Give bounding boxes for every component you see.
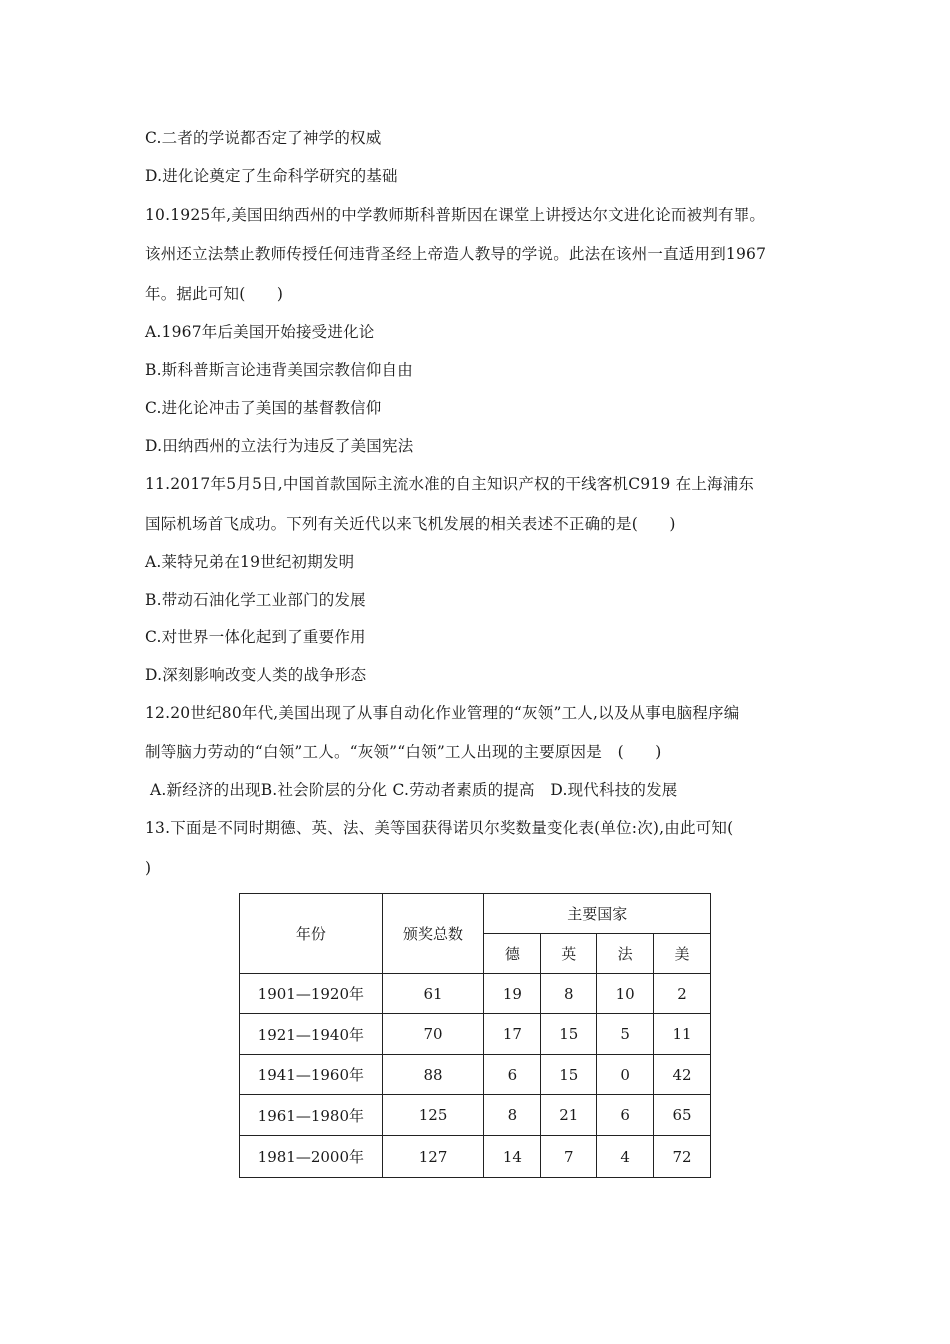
cell-period: 1941—1960年 bbox=[240, 1055, 383, 1095]
cell-value: 17 bbox=[484, 1014, 541, 1055]
question-13-stem-line-2: ) bbox=[145, 859, 152, 877]
table-row bbox=[240, 1055, 711, 1095]
cell-value: 2 bbox=[654, 974, 711, 1014]
cell-value: 7 bbox=[541, 1136, 597, 1178]
table-row bbox=[240, 1095, 711, 1136]
cell-value: 15 bbox=[541, 1055, 597, 1095]
cell-value: 72 bbox=[654, 1136, 711, 1178]
option-c-q11: C.对世界一体化起到了重要作用 bbox=[145, 628, 366, 646]
option-d-q10: D.田纳西州的立法行为违反了美国宪法 bbox=[145, 437, 414, 455]
cell-value: 21 bbox=[541, 1095, 597, 1136]
cell-value: 5 bbox=[597, 1014, 654, 1055]
cell-value: 65 bbox=[654, 1095, 711, 1136]
cell-value: 0 bbox=[597, 1055, 654, 1095]
header-total: 颁奖总数 bbox=[382, 894, 484, 974]
cell-total: 125 bbox=[382, 1095, 484, 1136]
option-d-q9: D.进化论奠定了生命科学研究的基础 bbox=[145, 167, 398, 185]
question-10-stem-line-2: 该州还立法禁止教师传授任何违背圣经上帝造人教导的学说。此法在该州一直适用到1967 bbox=[145, 245, 767, 263]
option-c-q9: C.二者的学说都否定了神学的权威 bbox=[145, 129, 382, 147]
table-row bbox=[240, 1136, 711, 1178]
header-country: 美 bbox=[654, 934, 711, 974]
table-row bbox=[240, 974, 711, 1014]
cell-value: 8 bbox=[484, 1095, 541, 1136]
cell-period: 1981—2000年 bbox=[240, 1136, 383, 1178]
header-country: 德 bbox=[484, 934, 541, 974]
cell-value: 6 bbox=[597, 1095, 654, 1136]
cell-value: 15 bbox=[541, 1014, 597, 1055]
cell-value: 42 bbox=[654, 1055, 711, 1095]
cell-value: 8 bbox=[541, 974, 597, 1014]
question-10-stem-line-3: 年。据此可知( ) bbox=[145, 285, 284, 303]
option-c-q10: C.进化论冲击了美国的基督教信仰 bbox=[145, 399, 382, 417]
question-12-options: A.新经济的出现B.社会阶层的分化 C.劳动者素质的提高 D.现代科技的发展 bbox=[150, 781, 678, 799]
option-b-q10: B.斯科普斯言论违背美国宗教信仰自由 bbox=[145, 361, 413, 379]
nobel-prize-table bbox=[239, 893, 711, 1178]
question-11-stem-line-1: 11.2017年5月5日,中国首款国际主流水准的自主知识产权的干线客机C919 在上海浦东 bbox=[145, 475, 755, 493]
question-12-stem-line-1: 12.20世纪80年代,美国出现了从事自动化作业管理的“灰领”工人,以及从事电脑程序编 bbox=[145, 704, 740, 722]
option-d-q11: D.深刻影响改变人类的战争形态 bbox=[145, 666, 367, 684]
cell-total: 127 bbox=[382, 1136, 484, 1178]
question-13-stem-line-1: 13.下面是不同时期德、英、法、美等国获得诺贝尔奖数量变化表(单位:次),由此可知( bbox=[145, 819, 734, 837]
cell-period: 1901—1920年 bbox=[240, 974, 383, 1014]
cell-value: 11 bbox=[654, 1014, 711, 1055]
question-10-stem-line-1: 10.1925年,美国田纳西州的中学教师斯科普斯因在课堂上讲授达尔文进化论而被判有罪。 bbox=[145, 206, 766, 224]
header-country: 法 bbox=[597, 934, 654, 974]
cell-period: 1961—1980年 bbox=[240, 1095, 383, 1136]
question-11-stem-line-2: 国际机场首飞成功。下列有关近代以来飞机发展的相关表述不正确的是( ) bbox=[145, 515, 676, 533]
cell-value: 4 bbox=[597, 1136, 654, 1178]
table-row bbox=[240, 1014, 711, 1055]
option-a-q10: A.1967年后美国开始接受进化论 bbox=[145, 323, 375, 341]
header-main-countries: 主要国家 bbox=[484, 894, 711, 934]
cell-total: 88 bbox=[382, 1055, 484, 1095]
option-a-q11: A.莱特兄弟在19世纪初期发明 bbox=[145, 553, 355, 571]
option-b-q11: B.带动石油化学工业部门的发展 bbox=[145, 591, 366, 609]
header-country: 英 bbox=[541, 934, 597, 974]
cell-total: 70 bbox=[382, 1014, 484, 1055]
cell-value: 19 bbox=[484, 974, 541, 1014]
cell-value: 6 bbox=[484, 1055, 541, 1095]
cell-value: 10 bbox=[597, 974, 654, 1014]
cell-period: 1921—1940年 bbox=[240, 1014, 383, 1055]
cell-total: 61 bbox=[382, 974, 484, 1014]
header-year: 年份 bbox=[240, 894, 383, 974]
cell-value: 14 bbox=[484, 1136, 541, 1178]
question-12-stem-line-2: 制等脑力劳动的“白领”工人。“灰领”“白领”工人出现的主要原因是 ( ) bbox=[145, 743, 662, 761]
